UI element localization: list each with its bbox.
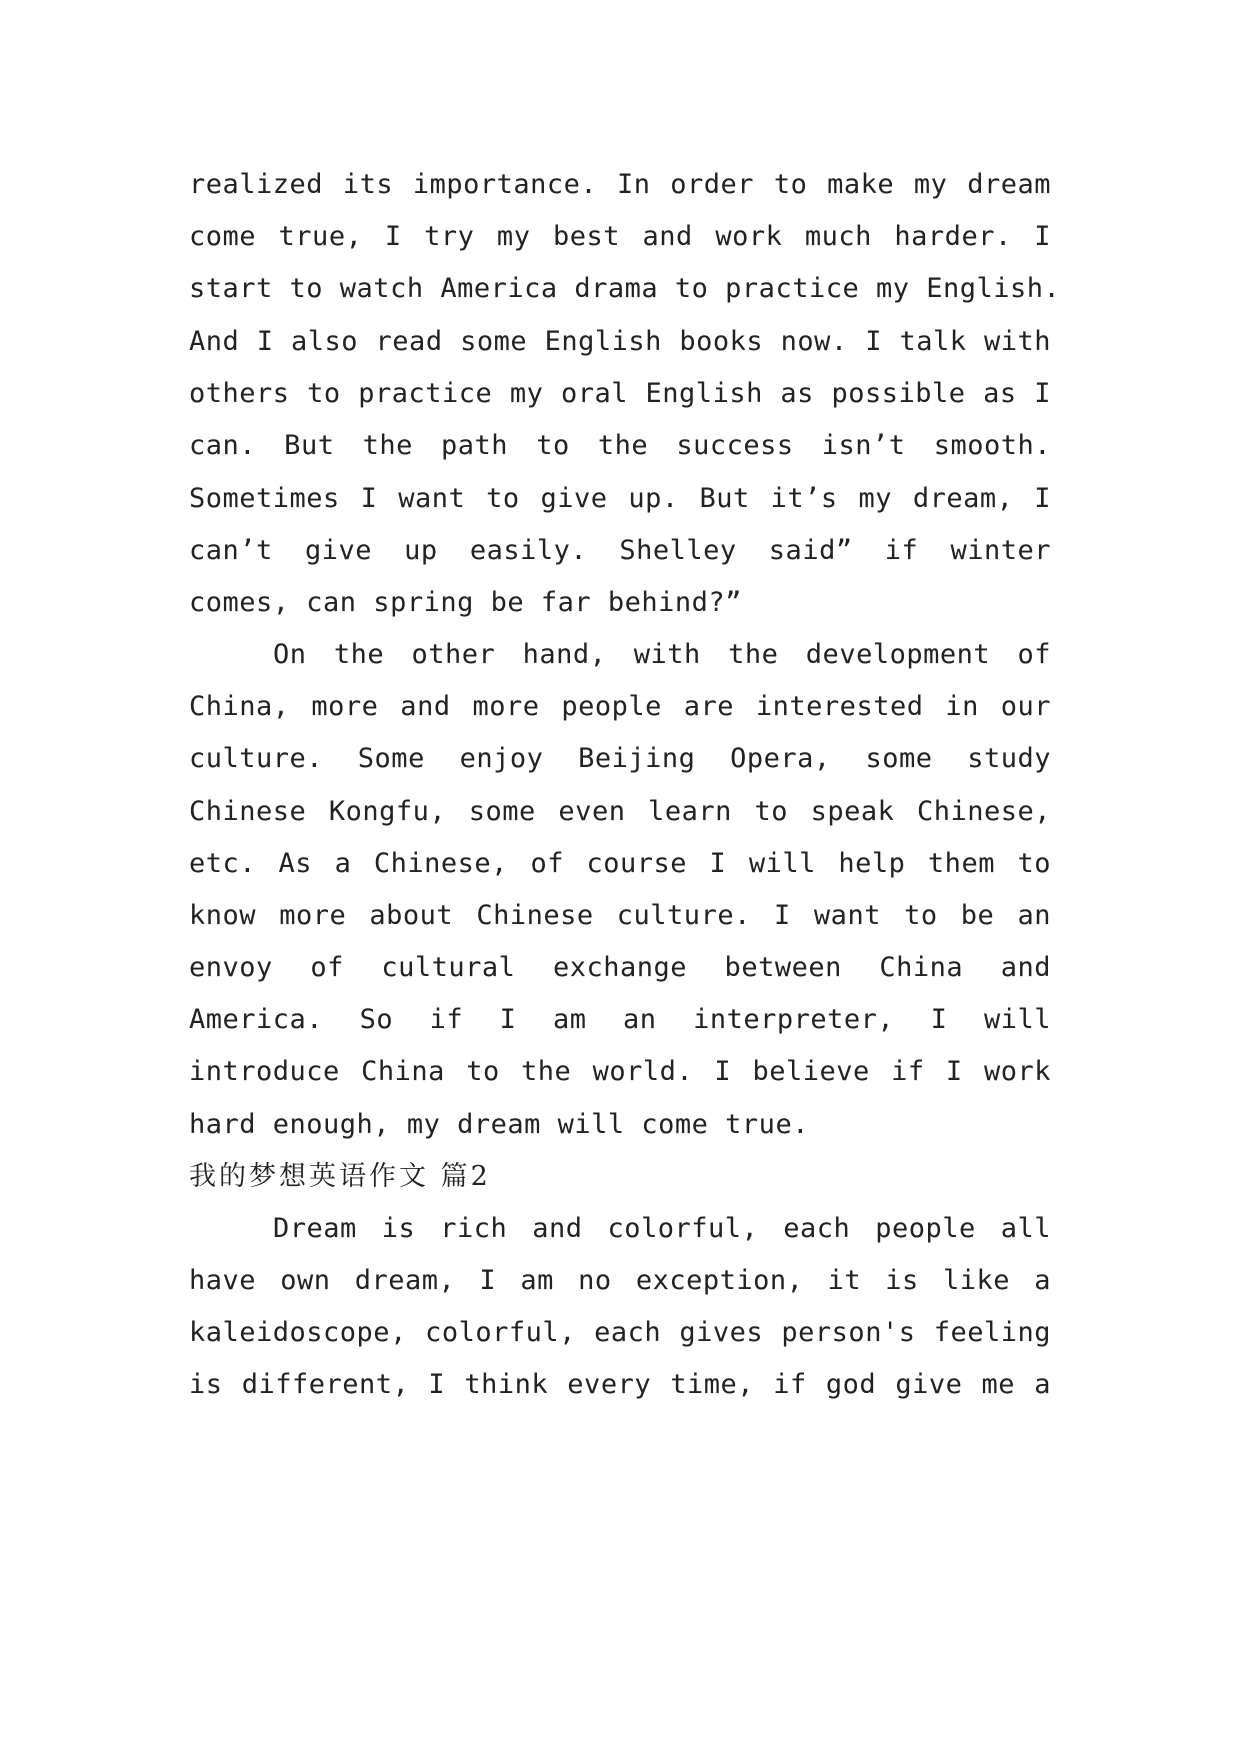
- paragraph-line: etc. As a Chinese, of course I will help them to: [189, 848, 1051, 879]
- paragraph-line: culture. Some enjoy Beijing Opera, some study: [189, 743, 1051, 774]
- paragraph-line: On the other hand, with the development of: [273, 639, 1051, 670]
- paragraph-line: introduce China to the world. I believe if I work: [189, 1056, 1051, 1087]
- paragraph-line: hard enough, my dream will come true.: [189, 1109, 809, 1140]
- paragraph-line: know more about Chinese culture. I want to be an: [189, 900, 1051, 931]
- paragraph-line: can’t give up easily. Shelley said” if winter: [189, 535, 1051, 566]
- paragraph-line: start to watch America drama to practice my English.: [189, 273, 1061, 304]
- paragraph-line: have own dream, I am no exception, it is like a: [189, 1265, 1051, 1296]
- paragraph-line: is different, I think every time, if god give me a: [189, 1369, 1051, 1400]
- paragraph-line: can. But the path to the success isn’t smooth.: [189, 430, 1051, 461]
- paragraph-line: China, more and more people are interested in our: [189, 691, 1051, 722]
- paragraph-line: Chinese Kongfu, some even learn to speak Chinese,: [189, 796, 1051, 827]
- paragraph-line: realized its importance. In order to make my dream: [189, 169, 1051, 200]
- paragraph-line: comes, can spring be far behind?”: [189, 587, 742, 618]
- paragraph-line: come true, I try my best and work much harder. I: [189, 221, 1051, 252]
- paragraph-line: others to practice my oral English as possible as I: [189, 378, 1051, 409]
- paragraph-line: Sometimes I want to give up. But it’s my dream, I: [189, 483, 1051, 514]
- paragraph-line: Dream is rich and colorful, each people all: [273, 1213, 1051, 1244]
- paragraph-line: kaleidoscope, colorful, each gives person's feeling: [189, 1317, 1051, 1348]
- paragraph-line: And I also read some English books now. I talk with: [189, 326, 1051, 357]
- paragraph-line: America. So if I am an interpreter, I will: [189, 1004, 1051, 1035]
- section-heading: 我的梦想英语作文 篇2: [189, 1161, 491, 1192]
- paragraph-line: envoy of cultural exchange between China and: [189, 952, 1051, 983]
